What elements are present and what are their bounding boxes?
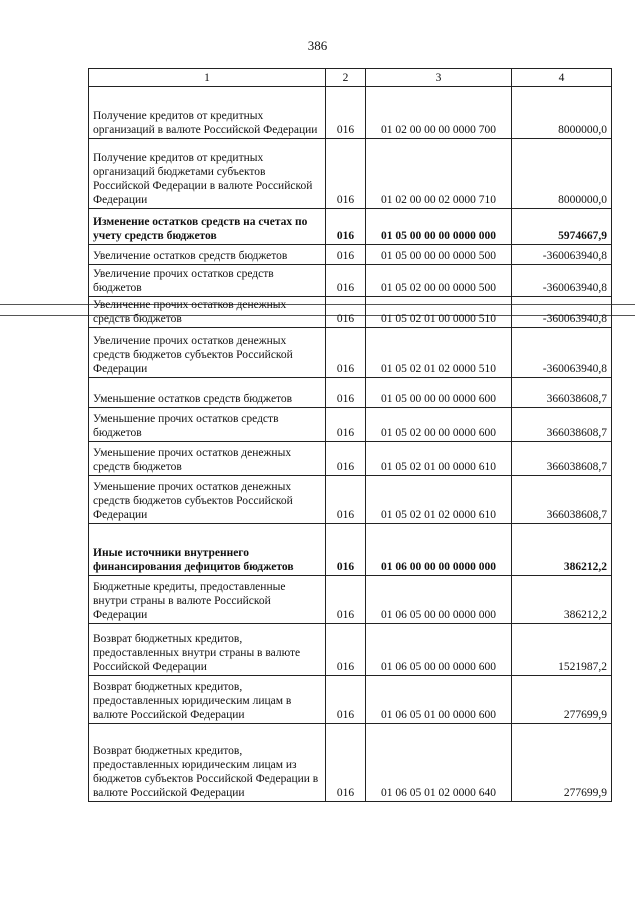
row-code-cell: 016 bbox=[326, 442, 366, 476]
row-amount-cell: 5974667,9 bbox=[512, 209, 612, 245]
row-name-cell: Увеличение прочих остатков денежных средств бюджетов bbox=[89, 297, 326, 328]
row-name-cell: Увеличение прочих остатков средств бюджетов bbox=[89, 265, 326, 297]
row-name-cell: Получение кредитов от кредитных организаций бюджетами субъектов Российской Федерации в валюте Российской Федерации bbox=[89, 139, 326, 209]
row-name-cell: Уменьшение прочих остатков средств бюджетов bbox=[89, 408, 326, 442]
table-row bbox=[89, 476, 612, 524]
column-header: 4 bbox=[512, 69, 612, 87]
row-code-cell: 016 bbox=[326, 724, 366, 802]
row-kbk-cell: 01 06 00 00 00 0000 000 bbox=[366, 524, 512, 576]
row-amount-cell: -360063940,8 bbox=[512, 297, 612, 328]
budget-table bbox=[88, 68, 612, 802]
table-row bbox=[89, 265, 612, 297]
row-code-cell: 016 bbox=[326, 328, 366, 378]
row-code-cell: 016 bbox=[326, 265, 366, 297]
table-row bbox=[89, 442, 612, 476]
row-amount-cell: 277699,9 bbox=[512, 676, 612, 724]
column-header: 1 bbox=[89, 69, 326, 87]
row-name-cell: Иные источники внутреннего финансирования дефицитов бюджетов bbox=[89, 524, 326, 576]
table-row bbox=[89, 408, 612, 442]
row-amount-cell: -360063940,8 bbox=[512, 265, 612, 297]
row-amount-cell: 277699,9 bbox=[512, 724, 612, 802]
row-amount-cell: 366038608,7 bbox=[512, 408, 612, 442]
row-amount-cell: 366038608,7 bbox=[512, 476, 612, 524]
table-row bbox=[89, 576, 612, 624]
row-amount-cell: 1521987,2 bbox=[512, 624, 612, 676]
row-amount-cell: -360063940,8 bbox=[512, 328, 612, 378]
row-code-cell: 016 bbox=[326, 139, 366, 209]
row-code-cell: 016 bbox=[326, 624, 366, 676]
table-row bbox=[89, 328, 612, 378]
row-code-cell: 016 bbox=[326, 87, 366, 139]
row-code-cell: 016 bbox=[326, 676, 366, 724]
row-kbk-cell: 01 06 05 01 02 0000 640 bbox=[366, 724, 512, 802]
row-code-cell: 016 bbox=[326, 378, 366, 408]
row-kbk-cell: 01 06 05 00 00 0000 600 bbox=[366, 624, 512, 676]
table-row bbox=[89, 209, 612, 245]
table-row bbox=[89, 245, 612, 265]
row-name-cell: Получение кредитов от кредитных организаций в валюте Российской Федерации bbox=[89, 87, 326, 139]
row-name-cell: Уменьшение остатков средств бюджетов bbox=[89, 378, 326, 408]
row-kbk-cell: 01 05 02 00 00 0000 600 bbox=[366, 408, 512, 442]
table-row bbox=[89, 297, 612, 328]
row-name-cell: Увеличение остатков средств бюджетов bbox=[89, 245, 326, 265]
row-name-cell: Бюджетные кредиты, предоставленные внутри страны в валюте Российской Федерации bbox=[89, 576, 326, 624]
table-row bbox=[89, 378, 612, 408]
row-kbk-cell: 01 06 05 00 00 0000 000 bbox=[366, 576, 512, 624]
row-amount-cell: 366038608,7 bbox=[512, 442, 612, 476]
row-code-cell: 016 bbox=[326, 408, 366, 442]
row-kbk-cell: 01 05 02 01 00 0000 610 bbox=[366, 442, 512, 476]
table-body bbox=[89, 87, 612, 802]
row-kbk-cell: 01 05 00 00 00 0000 500 bbox=[366, 245, 512, 265]
row-name-cell: Изменение остатков средств на счетах по учету средств бюджетов bbox=[89, 209, 326, 245]
row-kbk-cell: 01 05 02 00 00 0000 500 bbox=[366, 265, 512, 297]
row-name-cell: Уменьшение прочих остатков денежных средств бюджетов bbox=[89, 442, 326, 476]
row-kbk-cell: 01 02 00 00 00 0000 700 bbox=[366, 87, 512, 139]
row-code-cell: 016 bbox=[326, 524, 366, 576]
table-row bbox=[89, 524, 612, 576]
page-number: 386 bbox=[307, 38, 328, 53]
table-row bbox=[89, 624, 612, 676]
row-name-cell: Уменьшение прочих остатков денежных средств бюджетов субъектов Российской Федерации bbox=[89, 476, 326, 524]
table-row bbox=[89, 676, 612, 724]
row-name-cell: Возврат бюджетных кредитов, предоставленных юридическим лицам из бюджетов субъектов Российской Федерации в валюте Российской Федерации bbox=[89, 724, 326, 802]
row-kbk-cell: 01 05 00 00 00 0000 000 bbox=[366, 209, 512, 245]
row-code-cell: 016 bbox=[326, 245, 366, 265]
column-header: 2 bbox=[326, 69, 366, 87]
row-amount-cell: 386212,2 bbox=[512, 524, 612, 576]
row-kbk-cell: 01 05 02 01 02 0000 510 bbox=[366, 328, 512, 378]
row-amount-cell: 386212,2 bbox=[512, 576, 612, 624]
row-code-cell: 016 bbox=[326, 209, 366, 245]
table-row bbox=[89, 724, 612, 802]
row-code-cell: 016 bbox=[326, 297, 366, 328]
table-row bbox=[89, 87, 612, 139]
row-kbk-cell: 01 02 00 00 02 0000 710 bbox=[366, 139, 512, 209]
row-amount-cell: 8000000,0 bbox=[512, 139, 612, 209]
row-kbk-cell: 01 05 02 01 00 0000 510 bbox=[366, 297, 512, 328]
row-kbk-cell: 01 06 05 01 00 0000 600 bbox=[366, 676, 512, 724]
column-header: 3 bbox=[366, 69, 512, 87]
row-kbk-cell: 01 05 00 00 00 0000 600 bbox=[366, 378, 512, 408]
row-amount-cell: 8000000,0 bbox=[512, 87, 612, 139]
row-name-cell: Возврат бюджетных кредитов, предоставленных юридическим лицам в валюте Российской Федерации bbox=[89, 676, 326, 724]
row-name-cell: Возврат бюджетных кредитов, предоставленных внутри страны в валюте Российской Федерации bbox=[89, 624, 326, 676]
row-kbk-cell: 01 05 02 01 02 0000 610 bbox=[366, 476, 512, 524]
row-name-cell: Увеличение прочих остатков денежных средств бюджетов субъектов Российской Федерации bbox=[89, 328, 326, 378]
row-code-cell: 016 bbox=[326, 576, 366, 624]
row-amount-cell: -360063940,8 bbox=[512, 245, 612, 265]
row-amount-cell: 366038608,7 bbox=[512, 378, 612, 408]
table-row bbox=[89, 139, 612, 209]
row-code-cell: 016 bbox=[326, 476, 366, 524]
table-header-row bbox=[89, 69, 612, 87]
